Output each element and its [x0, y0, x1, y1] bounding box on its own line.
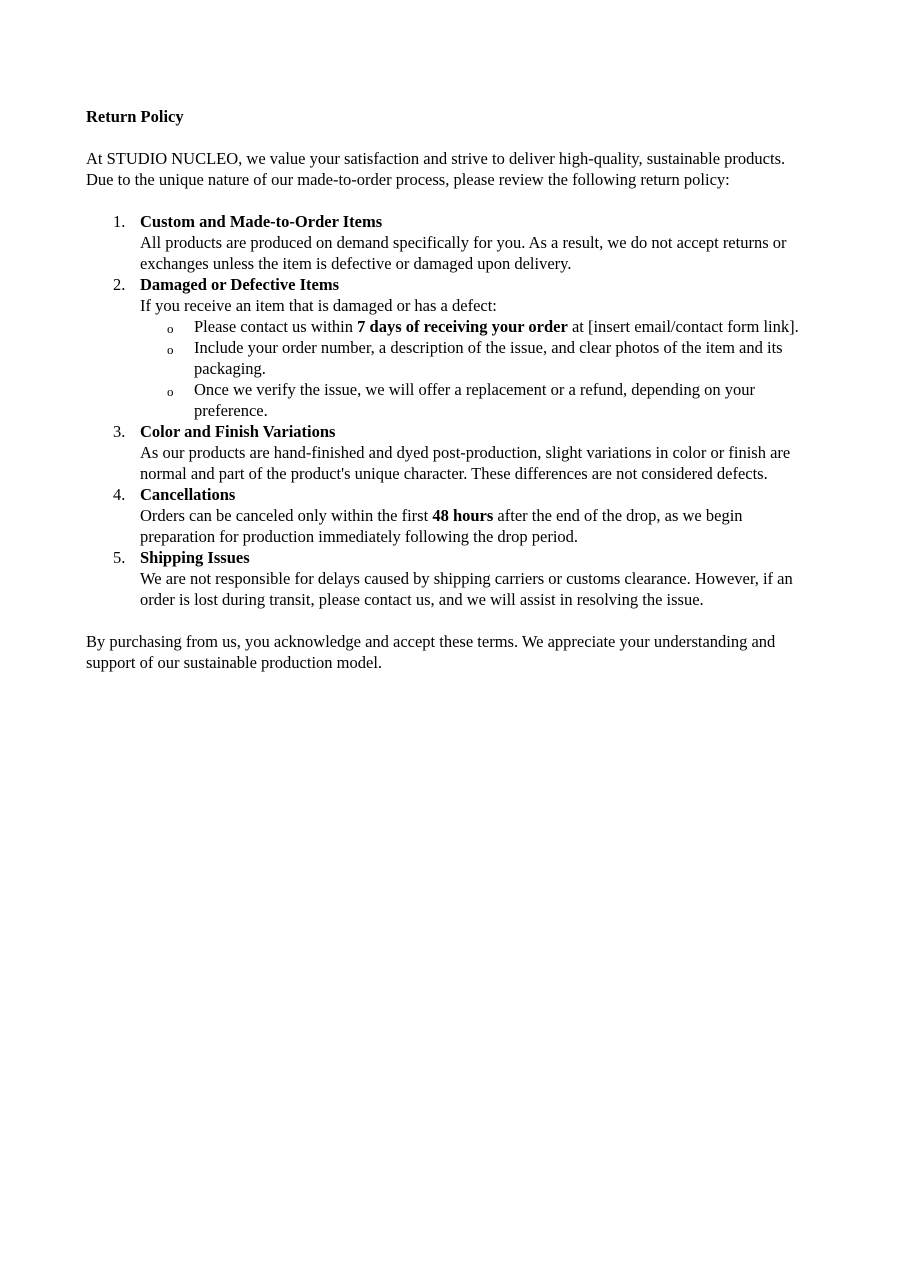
closing-paragraph: By purchasing from us, you acknowledge and accept these terms. We appreciate your understanding and support of our sustainable production model. [86, 632, 776, 672]
policy-item [86, 547, 816, 610]
sub-item-text: Please contact us within [194, 317, 358, 336]
item-heading: Color and Finish Variations [140, 422, 336, 441]
sub-item-text: Once we verify the issue, we will offer a replacement or a refund, depending on your preference. [194, 380, 755, 420]
item-body: We are not responsible for delays caused by shipping carriers or customs clearance. However, if an order is lost during transit, please contact us, and we will assist in resolving the issue. [140, 569, 793, 609]
item-number: 5. [113, 548, 126, 567]
item-heading: Custom and Made-to-Order Items [140, 212, 383, 231]
item-heading: Cancellations [140, 485, 236, 504]
sub-list-item [140, 337, 816, 379]
bullet-marker: o [167, 384, 174, 399]
sub-list-item [140, 316, 816, 337]
item-body-text: after the end of the drop, as we begin preparation for production immediately following the drop period. [140, 506, 743, 546]
item-body: All products are produced on demand specifically for you. As a result, we do not accept returns or exchanges unless the item is defective or damaged upon delivery. [140, 233, 787, 273]
item-number: 2. [113, 275, 126, 294]
item-number: 1. [113, 212, 126, 231]
sub-item-text: at [insert email/contact form link]. [567, 317, 799, 336]
sub-item-text: Include your order number, a description of the issue, and clear photos of the item and its packaging. [194, 338, 783, 378]
policy-item [86, 484, 816, 547]
document-title: Return Policy [86, 107, 184, 126]
policy-item [86, 274, 816, 421]
bullet-marker: o [167, 321, 174, 336]
item-number: 4. [113, 485, 126, 504]
sub-list-item [140, 379, 816, 421]
sub-list [140, 316, 816, 421]
policy-list [86, 211, 816, 610]
item-body-emphasis: 48 hours [432, 506, 494, 525]
item-body-text: Orders can be canceled only within the first [140, 506, 433, 525]
item-heading: Shipping Issues [140, 548, 250, 567]
policy-item [86, 421, 816, 484]
item-heading: Damaged or Defective Items [140, 275, 339, 294]
item-body: As our products are hand-finished and dyed post-production, slight variations in color or finish are normal and part of the product's unique character. These differences are not considered defects. [140, 443, 791, 483]
item-body [140, 505, 816, 547]
policy-item [86, 211, 816, 274]
intro-paragraph: At STUDIO NUCLEO, we value your satisfaction and strive to deliver high-quality, sustainable products. Due to the unique nature of our made-to-order process, please review the following return policy: [86, 149, 786, 189]
document-page [86, 106, 816, 673]
item-body: If you receive an item that is damaged or has a defect: [140, 296, 497, 315]
sub-item-emphasis: 7 days of receiving your order [357, 317, 568, 336]
bullet-marker: o [167, 342, 174, 357]
item-number: 3. [113, 422, 126, 441]
